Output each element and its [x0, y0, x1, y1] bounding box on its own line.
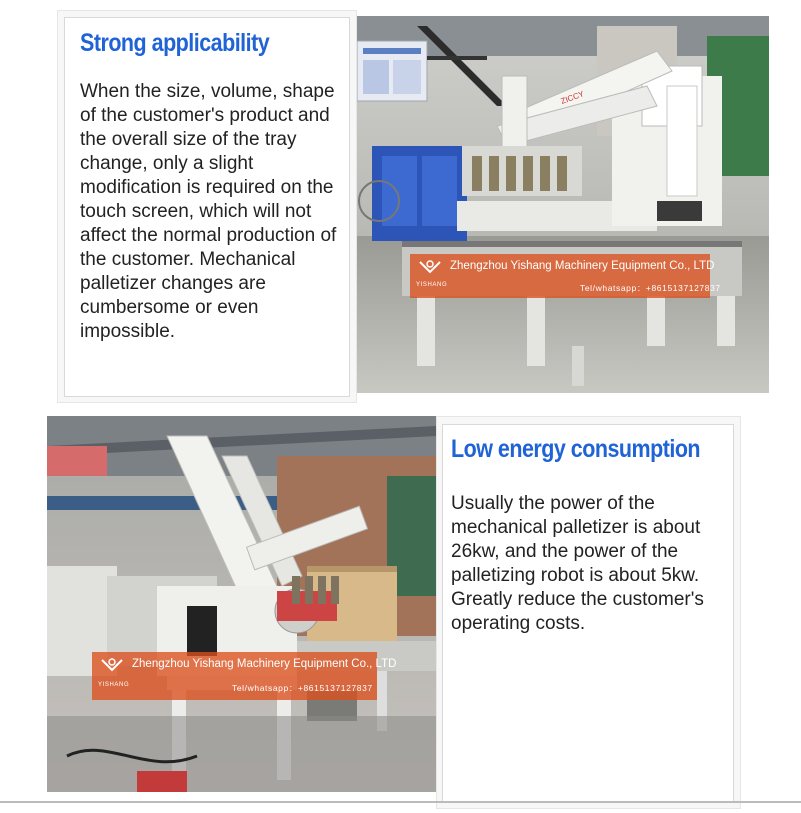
robot-photo-illustration-2 — [47, 416, 436, 792]
photo-palletizing-robot-warehouse — [47, 416, 436, 792]
photo-palletizing-robot-factory — [357, 16, 769, 393]
watermark-logo-text-2: YISHANG — [98, 682, 130, 688]
watermark-contact: Tel/whatsapp：+8615137127837 — [580, 283, 721, 293]
photo-watermark — [410, 254, 721, 298]
robot-brand-label: ZICCY — [559, 89, 586, 106]
watermark-logo-text: YISHANG — [416, 282, 448, 288]
watermark-contact-2: Tel/whatsapp：+8615137127837 — [232, 683, 373, 693]
watermark-company-2: Zhengzhou Yishang Machinery Equipment Co., LTD — [132, 658, 397, 670]
bottom-divider — [0, 801, 801, 803]
watermark-company: Zhengzhou Yishang Machinery Equipment Co., LTD — [450, 260, 715, 272]
yishang-logo-icon — [418, 258, 442, 278]
section-body-low-energy: Usually the power of the mechanical palletizer is about 26kw, and the power of the palletizing robot is about 5kw. Greatly reduce the customer's operating costs. — [451, 493, 704, 634]
photo-watermark-2 — [92, 652, 397, 700]
section-title-low-energy: Low energy consumption — [451, 435, 701, 463]
yishang-logo-icon-2 — [100, 656, 124, 676]
robot-photo-illustration — [357, 16, 769, 393]
section-body-strong-applicability: When the size, volume, shape of the customer's product and the overall size of the tray change, only a slight modification is required on the touch screen, which will not affect the normal production of the customer. Mechanical palletizer changes are cumbersome or even impossible. — [80, 81, 337, 342]
section-title-strong-applicability: Strong applicability — [80, 29, 270, 57]
